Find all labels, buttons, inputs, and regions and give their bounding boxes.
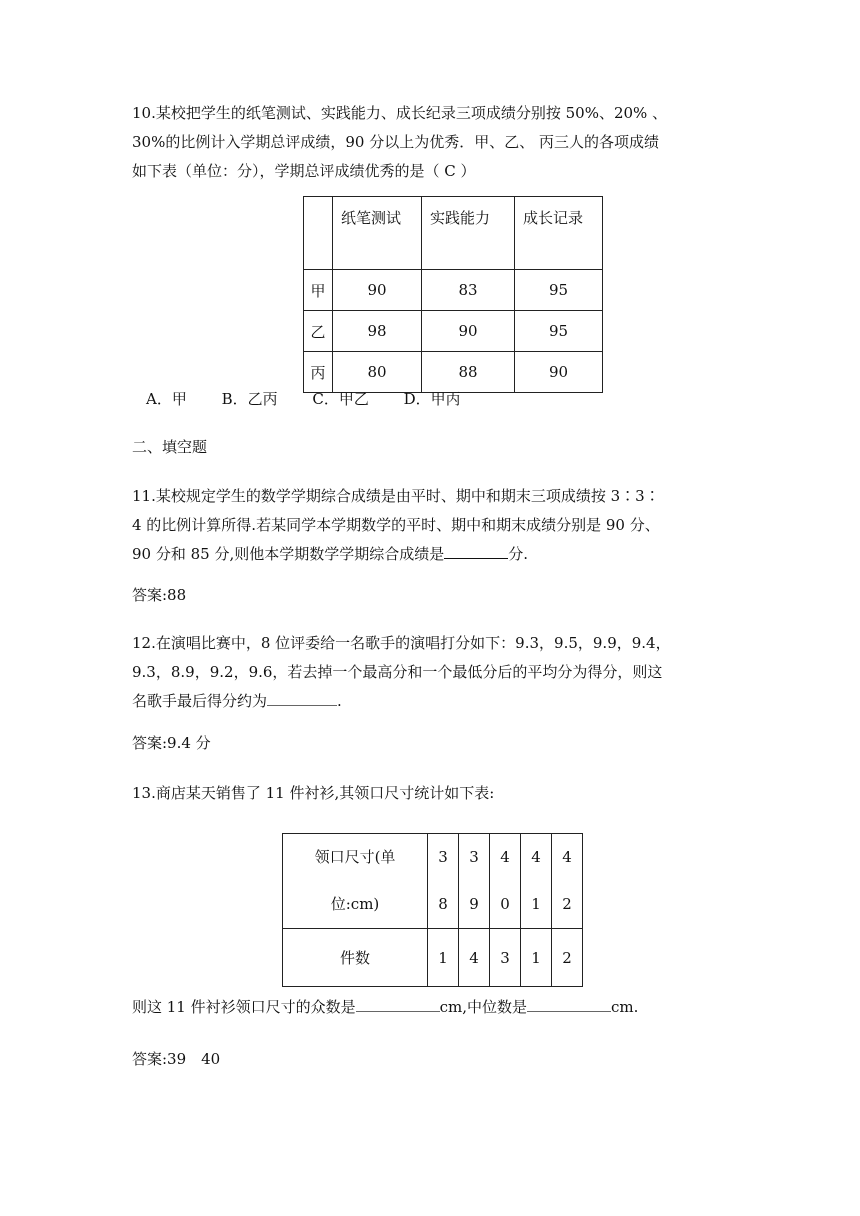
q11-answer-blank — [444, 544, 508, 559]
q10-header-practice: 实践能力 — [422, 197, 515, 270]
q11-line3-text: 90 分和 85 分,则他本学期数学学期综合成绩是 — [132, 545, 445, 563]
q13-size-digit: 8 — [438, 895, 448, 913]
q10-cell: 90 — [515, 352, 603, 393]
q10-cell: 95 — [515, 311, 603, 352]
q10-header-growth: 成长记录 — [515, 197, 603, 270]
q11-answer: 答案:88 — [132, 586, 187, 604]
q10-row-jia — [304, 270, 603, 311]
q13-size-label — [283, 834, 428, 929]
q13-count-cell: 3 — [490, 929, 521, 987]
q11-line2: 4 的比例计算所得.若某同学本学期数学的平时、期中和期末成绩分别是 90 分、 — [132, 516, 660, 534]
q11-line1: 11.某校规定学生的数学学期综合成绩是由平时、期中和期末三项成绩按 3∶3∶ — [132, 487, 660, 505]
q13-count-cell: 2 — [552, 929, 583, 987]
q11-line3-end: 分. — [508, 545, 529, 563]
q10-options: A．甲 B．乙丙 C．甲乙 D．甲丙 — [146, 390, 461, 408]
q13-line2-text: 则这 11 件衬衫领口尺寸的众数是 — [132, 998, 356, 1016]
q10-row-yi — [304, 311, 603, 352]
q13-size-digit: 4 — [562, 848, 572, 866]
q11-line3 — [132, 540, 742, 569]
q10-cell: 98 — [333, 311, 422, 352]
q10-row-name: 乙 — [304, 311, 333, 352]
q13-mode-blank — [356, 997, 440, 1012]
q13-size-label-b: 位:cm) — [330, 895, 380, 913]
q12-answer: 答案:9.4 分 — [132, 734, 211, 752]
q10-cell: 88 — [422, 352, 515, 393]
q10-line3: 如下表（单位：分），学期总评成绩优秀的是（ C ） — [132, 162, 476, 180]
q13-collar-table — [282, 833, 583, 987]
q13-size-digit: 9 — [469, 895, 479, 913]
q10-line2: 30%的比例计入学期总评成绩，90 分以上为优秀．甲、乙、 丙三人的各项成绩 — [132, 133, 659, 151]
q10-row-name: 丙 — [304, 352, 333, 393]
q10-cell: 83 — [422, 270, 515, 311]
q13-size-cell — [428, 834, 459, 929]
q10-cell: 95 — [515, 270, 603, 311]
q13-size-digit: 0 — [500, 895, 510, 913]
q10-header-written: 纸笔测试 — [333, 197, 422, 270]
q13-answer: 答案:39 40 — [132, 1050, 221, 1068]
q13-line1: 13.商店某天销售了 11 件衬衫,其领口尺寸统计如下表: — [132, 784, 495, 802]
q13-size-digit: 4 — [500, 848, 510, 866]
q10-line1: 10.某校把学生的纸笔测试、实践能力、成长纪录三项成绩分别按 50%、20% 、 — [132, 104, 668, 122]
q13-size-digit: 4 — [531, 848, 541, 866]
q10-cell: 90 — [422, 311, 515, 352]
section-heading: 二、填空题 — [132, 438, 208, 456]
q10-table-corner — [304, 197, 333, 270]
q13-size-cell — [459, 834, 490, 929]
q13-size-cell — [521, 834, 552, 929]
q13-size-digit: 3 — [438, 848, 448, 866]
q13-count-label: 件数 — [283, 929, 428, 987]
q10-cell: 90 — [333, 270, 422, 311]
q12-line3 — [132, 687, 742, 716]
q12-line3-text: 名歌手最后得分约为 — [132, 692, 268, 710]
q13-median-blank — [527, 997, 611, 1012]
q10-cell: 80 — [333, 352, 422, 393]
q13-size-cell — [490, 834, 521, 929]
q12-line2: 9.3，8.9，9.2，9.6，若去掉一个最高分和一个最低分后的平均分为得分，则这 — [132, 663, 663, 681]
q12-answer-blank — [267, 691, 337, 706]
q12-line3-end: . — [337, 692, 342, 710]
q13-line2-mid: cm,中位数是 — [439, 998, 528, 1016]
q13-count-cell: 4 — [459, 929, 490, 987]
q13-size-label-a: 领口尺寸(单 — [314, 848, 396, 866]
q13-size-digit: 3 — [469, 848, 479, 866]
q13-size-digit: 1 — [531, 895, 541, 913]
q13-size-digit: 2 — [562, 895, 572, 913]
q13-count-cell: 1 — [428, 929, 459, 987]
q10-score-table — [303, 196, 603, 393]
q13-count-cell: 1 — [521, 929, 552, 987]
q12-line1: 12.在演唱比赛中，8 位评委给一名歌手的演唱打分如下：9.3，9.5，9.9，9.4， — [132, 634, 671, 652]
q13-size-cell — [552, 834, 583, 929]
q10-row-name: 甲 — [304, 270, 333, 311]
q13-line2-end: cm. — [611, 998, 639, 1016]
q13-line2 — [132, 993, 742, 1022]
